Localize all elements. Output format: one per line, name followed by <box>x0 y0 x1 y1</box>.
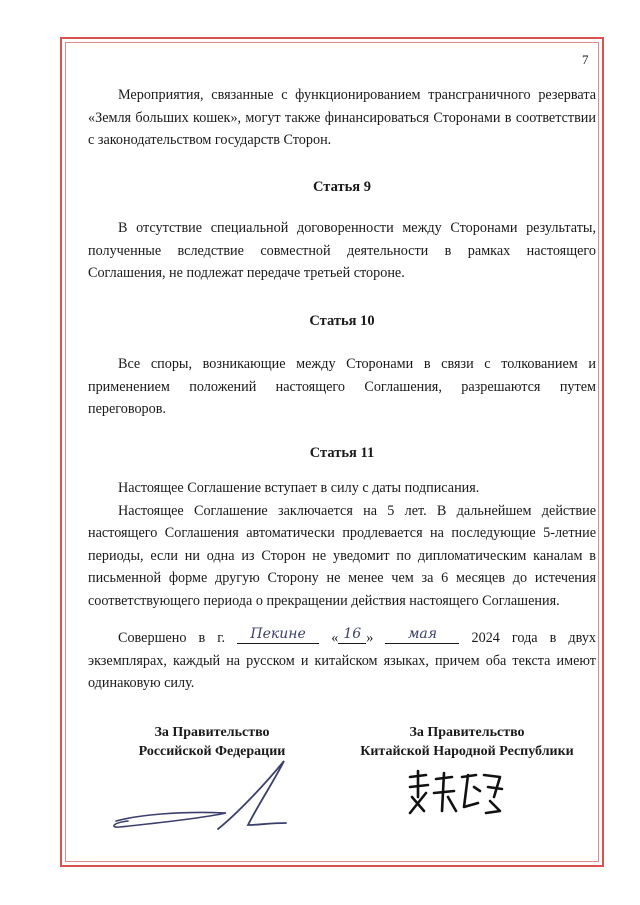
execution-clause <box>88 627 596 695</box>
month-handwritten: мая <box>407 626 438 642</box>
day-field <box>338 627 366 644</box>
signatory-china <box>342 723 592 761</box>
signatory-russia-line1: За Правительство <box>154 725 270 740</box>
execution-prefix: Совершено в г. <box>118 630 226 646</box>
article-11-paragraph-2: Настоящее Соглашение заключается на 5 лет. В дальнейшем действие настоящего Соглашения автоматически продлевается на последующие 5-летние периоды, если ни одна из Сторон не уведомит по дипломатическим каналам в письменной форме другую Сторону не менее чем за 6 месяцев до истечения соответствующего периода о прекращении действия настоящего Соглашения. <box>88 502 596 609</box>
article-10-heading: Статья 10 <box>309 312 375 329</box>
china-signature-image <box>404 767 504 819</box>
article-10-paragraph: Все споры, возникающие между Сторонами в связи с толкованием и применением положений настоящего Соглашения, разрешаются путем переговоров. <box>88 356 596 417</box>
execution-suffix: 2024 года в двух экземплярах, каждый на русском и китайском языках, причем оба текста имеют одинаковую силу. <box>88 630 597 691</box>
article-11-heading: Статья 11 <box>309 444 375 461</box>
quote-open: « <box>331 630 339 646</box>
month-field <box>385 627 459 644</box>
city-field <box>237 627 319 644</box>
article-11-paragraph-1: Настоящее Соглашение вступает в силу с даты подписания. <box>118 480 480 496</box>
document-body <box>88 84 596 695</box>
signatory-china-line2: Китайской Народной Республики <box>360 744 574 759</box>
signatory-china-line1: За Правительство <box>409 725 525 740</box>
article-9-paragraph: В отсутствие специальной договоренности между Сторонами результаты, полученные вследствие совместной деятельности в рамках настоящего Соглашения, не подлежат передаче третьей стороне. <box>88 220 596 281</box>
page-number: 7 <box>582 52 589 67</box>
quote-close: » <box>366 630 374 646</box>
intro-paragraph: Мероприятия, связанные с функционированием трансграничного резервата «Земля больших кошек», могут также финансироваться Сторонами в соответствии с законодательством государств Сторон. <box>88 87 596 148</box>
russia-signature-image <box>98 753 298 843</box>
day-handwritten: 16 <box>343 626 362 642</box>
signature-block <box>88 723 596 833</box>
signatory-russia-line2: Российской Федерации <box>138 744 286 759</box>
city-handwritten: Пекине <box>250 626 306 642</box>
article-9-heading: Статья 9 <box>313 178 371 195</box>
